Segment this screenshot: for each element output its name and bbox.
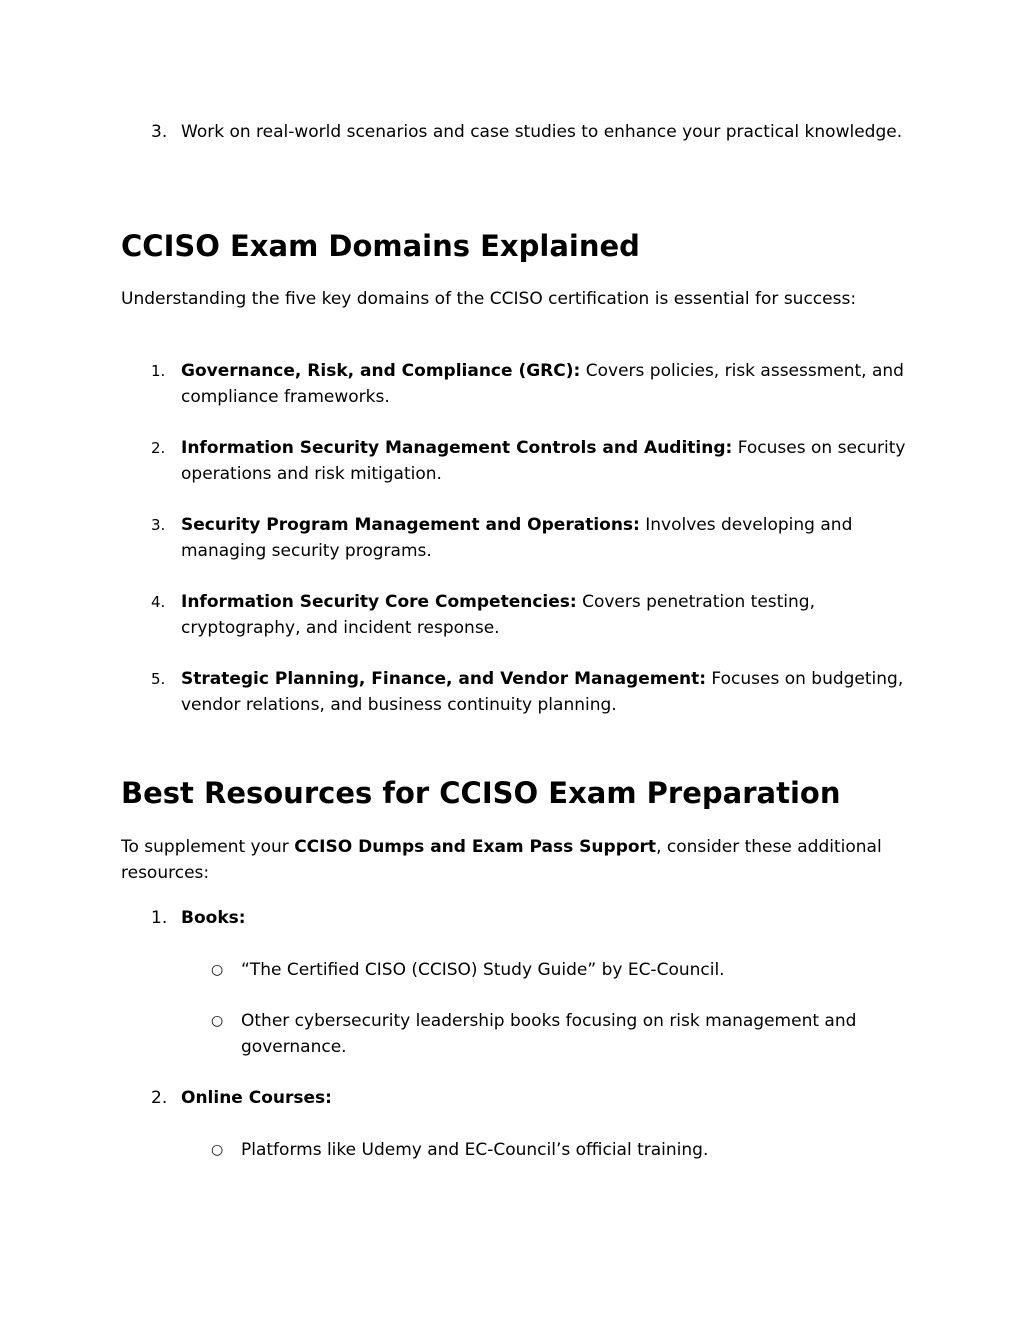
sub-list-item [121,957,911,983]
intro-bold-phrase: CCISO Dumps and Exam Pass Support [294,837,657,857]
domain-desc: Involves developing and managing security programs. [181,515,853,561]
heading-resources: Best Resources for CCISO Exam Preparation [121,776,841,810]
sub-item-text: Other cybersecurity leadership books focusing on risk management and governance. [241,1011,857,1057]
bullet-circle-icon: ○ [211,1142,224,1158]
domain-title: Information Security Management Controls and Auditing: [181,438,733,458]
domain-title: Security Program Management and Operations: [181,515,640,535]
list-number: 1. [151,908,168,928]
domain-text [181,589,911,641]
heading-domains: CCISO Exam Domains Explained [121,229,640,263]
resource-item-online-courses [121,1085,911,1111]
sub-item-text: “The Certified CISO (CCISO) Study Guide” by EC-Council. [241,960,725,980]
domain-item-4 [121,589,911,641]
domains-intro-text: Understanding the five key domains of the CCISO certification is essential for success: [121,289,857,309]
resource-title [181,1085,911,1111]
bullet-circle-icon: ○ [211,962,224,978]
domain-item-5 [121,666,911,718]
list-number: 4. [151,593,166,611]
domain-item-1 [121,358,911,410]
domain-desc: Covers penetration testing, cryptography, and incident response. [181,592,815,638]
list-number: 3. [151,516,166,534]
domains-intro [121,286,911,312]
list-item-practical [121,119,911,145]
domain-text [181,435,911,487]
list-number: 5. [151,670,166,688]
intro-text-end: , consider these additional resources: [121,837,882,883]
domain-title: Governance, Risk, and Compliance (GRC): [181,361,581,381]
list-number: 2. [151,1088,168,1108]
domain-text [181,512,911,564]
domain-desc: Covers policies, risk assessment, and compliance frameworks. [181,361,904,407]
domain-text [181,358,911,410]
list-number: 3. [151,122,168,142]
domain-desc: Focuses on budgeting, vendor relations, and business continuity planning. [181,669,904,715]
sub-list-item [121,1008,911,1060]
domain-title: Strategic Planning, Finance, and Vendor Management: [181,669,707,689]
domain-desc: Focuses on security operations and risk mitigation. [181,438,906,484]
section-heading-domains [121,228,911,264]
list-number: 1. [151,362,166,380]
domain-item-3 [121,512,911,564]
domain-item-2 [121,435,911,487]
resource-title [181,905,911,931]
resources-intro-text [121,834,911,886]
list-number: 2. [151,439,166,457]
sub-item-text: Platforms like Udemy and EC-Council’s official training. [241,1140,709,1160]
section-heading-resources [121,775,911,811]
resource-item-books [121,905,911,931]
bullet-circle-icon: ○ [211,1013,224,1029]
resource-title-text: Online Courses: [181,1088,332,1108]
resource-title-text: Books: [181,908,246,928]
intro-text-start: To supplement your [121,837,295,857]
sub-list-item [121,1137,911,1163]
list-item-text: Work on real-world scenarios and case studies to enhance your practical knowledge. [181,122,903,142]
domain-text [181,666,911,718]
domain-title: Information Security Core Competencies: [181,592,577,612]
resources-intro [121,834,911,886]
